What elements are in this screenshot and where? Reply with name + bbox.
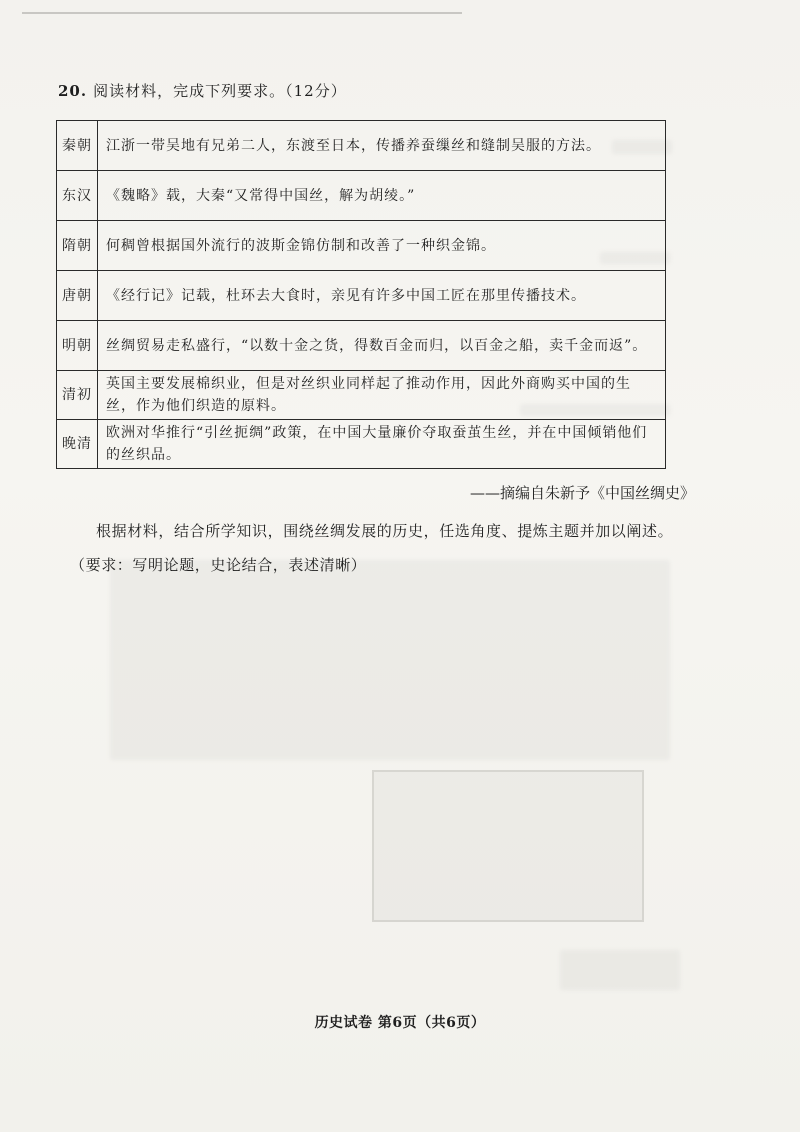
material-cell: 欧洲对华推行“引丝扼绸”政策，在中国大量廉价夺取蚕茧生丝，并在中国倾销他们的丝织品。: [98, 420, 666, 469]
table-row: [57, 121, 666, 171]
era-cell: 东汉: [57, 171, 98, 221]
material-table: [56, 120, 666, 469]
table-row: [57, 271, 666, 321]
era-cell: 明朝: [57, 321, 98, 371]
era-cell: 晚清: [57, 420, 98, 469]
page-footer: 历史试卷 第6页（共6页）: [314, 1015, 486, 1031]
material-cell: 英国主要发展棉织业，但是对丝织业同样起了推动作用，因此外商购买中国的生丝，作为他们织造的原料。: [98, 371, 666, 420]
question-number: 20.: [58, 82, 88, 100]
table-row: [57, 371, 666, 420]
era-cell: 秦朝: [57, 121, 98, 171]
question-title: [58, 80, 347, 101]
era-cell: 隋朝: [57, 221, 98, 271]
question-prompt: 根据材料，结合所学知识，围绕丝绸发展的历史，任选角度、提炼主题并加以阐述。: [96, 522, 674, 540]
scan-edge-line: [22, 12, 462, 14]
era-cell: 清初: [57, 371, 98, 420]
material-cell: 江浙一带吴地有兄弟二人，东渡至日本，传播养蚕缫丝和缝制吴服的方法。: [98, 121, 666, 171]
question-instruction: 阅读材料，完成下列要求。（12分）: [93, 82, 347, 100]
table-row: [57, 171, 666, 221]
material-cell: 丝绸贸易走私盛行，“以数十金之货，得数百金而归，以百金之船，卖千金而返”。: [98, 321, 666, 371]
material-cell: 《经行记》记载，杜环去大食时，亲见有许多中国工匠在那里传播技术。: [98, 271, 666, 321]
bleed-through-area: [110, 560, 670, 760]
table-row: [57, 221, 666, 271]
material-cell: 《魏略》载，大秦“又常得中国丝，解为胡绫。”: [98, 171, 666, 221]
table-row: [57, 420, 666, 469]
era-cell: 唐朝: [57, 271, 98, 321]
source-citation: ——摘编自朱新予《中国丝绸史》: [470, 484, 696, 502]
material-cell: 何稠曾根据国外流行的波斯金锦仿制和改善了一种织金锦。: [98, 221, 666, 271]
table-row: [57, 321, 666, 371]
answer-requirement: （要求：写明论题，史论结合，表述清晰）: [70, 556, 367, 574]
bleed-through-mark: [560, 950, 680, 990]
bleed-through-box: [372, 770, 644, 922]
